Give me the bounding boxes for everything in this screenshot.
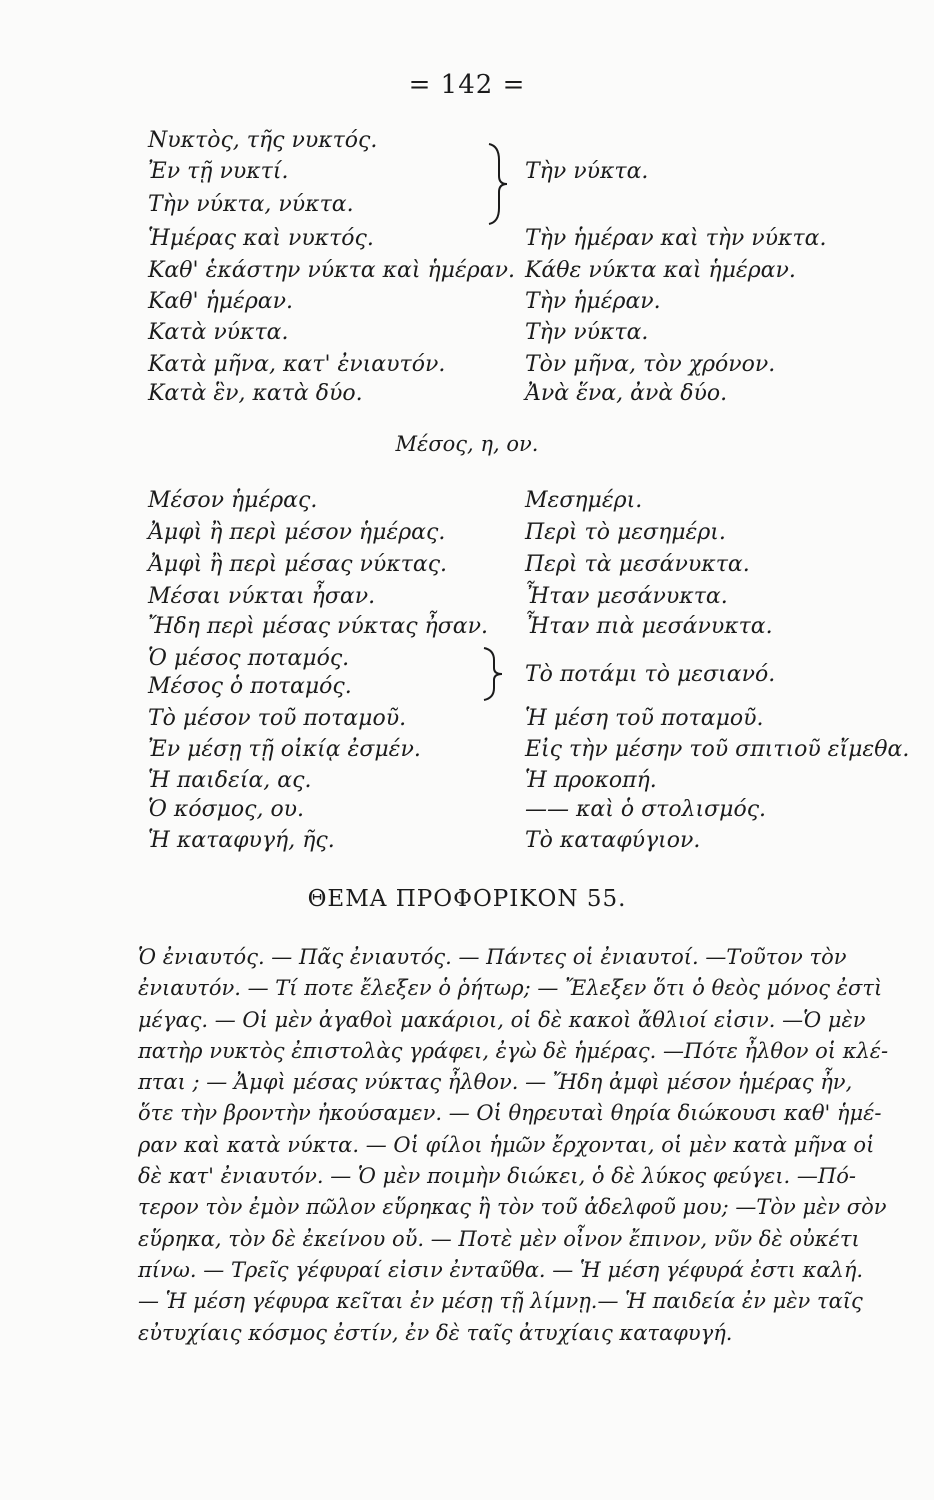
ancient-greek-term: Κατὰ μῆνα, κατ' ἐνιαυτόν. — [148, 352, 446, 377]
word-heading: Μέσος, η, ον. — [395, 432, 539, 456]
ancient-greek-term: Καθ' ἑκάστην νύκτα καὶ ἡμέραν. — [148, 258, 515, 283]
modern-greek-term: —— καὶ ὁ στολισμός. — [525, 797, 767, 822]
ancient-greek-term: Νυκτὸς, τῆς νυκτός. — [148, 128, 378, 153]
table-row — [0, 128, 934, 162]
modern-greek-term: Ἀνὰ ἕνα, ἀνὰ δύο. — [525, 381, 728, 406]
text-line: εὐτυχίαις κόσμος ἐστίν, ἐν δὲ ταῖς ἀτυχίαις καταφυγή. — [138, 1320, 733, 1345]
table-row — [0, 584, 934, 618]
modern-greek-term: Τὸν μῆνα, τὸν χρόνον. — [525, 352, 776, 377]
text-line: Ὁ ἐνιαυτός. — Πᾶς ἐνιαυτός. — Πάντες οἱ ἐνιαυτοί. —Τοῦτον τὸν — [138, 945, 847, 969]
text-line: μέγας. — Οἱ μὲν ἀγαθοὶ μακάριοι, οἱ δὲ κακοὶ ἄθλιοί εἰσιν. —Ὁ μὲν — [138, 1007, 866, 1032]
modern-greek-term: Τὸ καταφύγιον. — [525, 828, 701, 853]
text-line: ραν καὶ κατὰ νύκτα. — Οἱ φίλοι ἡμῶν ἔρχονται, οἱ μὲν κατὰ μῆνα οἱ — [138, 1132, 875, 1157]
modern-greek-term: Ἡ μέση τοῦ ποταμοῦ. — [525, 706, 764, 731]
closing-brace-icon — [480, 646, 508, 702]
modern-greek-term: Τὴν νύκτα. — [525, 320, 649, 345]
ancient-greek-term: Κατὰ νύκτα. — [148, 320, 289, 345]
table-row — [0, 159, 934, 193]
table-row — [0, 614, 934, 648]
ancient-greek-term: Μέσαι νύκται ἦσαν. — [148, 584, 376, 609]
table-row — [0, 192, 934, 226]
ancient-greek-term: Κατὰ ἓν, κατὰ δύο. — [148, 381, 363, 406]
text-line: ὅτε τὴν βροντὴν ἠκούσαμεν. — Οἱ θηρευταὶ θηρία διώκουσι καθ' ἡμέ- — [138, 1101, 882, 1126]
ancient-greek-term: Μέσον ἡμέρας. — [148, 488, 318, 513]
ancient-greek-term: Τὴν νύκτα, νύκτα. — [148, 192, 354, 217]
table-row — [0, 828, 934, 862]
text-line: τερον τὸν ἐμὸν πῶλον εὕρηκας ἢ τὸν τοῦ ἀδελφοῦ μου; —Τὸν μὲν σὸν — [138, 1195, 887, 1220]
table-row — [0, 488, 934, 522]
table-row — [0, 226, 934, 260]
ancient-greek-term: Ἡ καταφυγή, ῆς. — [148, 828, 335, 853]
ancient-greek-term: Τὸ μέσον τοῦ ποταμοῦ. — [148, 706, 407, 731]
modern-greek-term: Τὸ ποτάμι τὸ μεσιανό. — [525, 662, 776, 687]
text-line: πται ; — Ἀμφὶ μέσας νύκτας ἦλθον. — Ἤδη ἀμφὶ μέσον ἡμέρας ἦν, — [138, 1070, 853, 1095]
ancient-greek-term: Ἀμφὶ ἢ περὶ μέσον ἡμέρας. — [148, 520, 446, 545]
table-row — [0, 520, 934, 554]
text-line: εὕρηκα, τὸν δὲ ἐκείνου οὔ. — Ποτὲ μὲν οἶνον ἔπινον, νῦν δὲ οὐκέτι — [138, 1226, 860, 1251]
exercise-heading: ΘΕΜΑ ΠΡΟΦΟΡΙΚΟΝ 55. — [307, 886, 627, 912]
table-row — [0, 320, 934, 354]
modern-greek-term: Τὴν νύκτα. — [525, 159, 649, 184]
text-line: πίνω. — Τρεῖς γέφυραί εἰσιν ἐνταῦθα. — Ἡ μέση γέφυρά ἐστι καλή. — [138, 1257, 864, 1282]
table-row — [0, 797, 934, 831]
page-number: = 142 = — [408, 70, 526, 100]
ancient-greek-term: Μέσος ὁ ποταμός. — [148, 674, 352, 699]
ancient-greek-term: Ἡμέρας καὶ νυκτός. — [148, 226, 374, 251]
ancient-greek-term: Ὁ μέσος ποταμός. — [148, 646, 350, 671]
modern-greek-term: Περὶ τὸ μεσημέρι. — [525, 520, 726, 545]
table-row — [0, 737, 934, 771]
ancient-greek-term: Ἐν μέσῃ τῇ οἰκίᾳ ἐσμέν. — [148, 737, 421, 762]
modern-greek-term: Ἦταν πιὰ μεσάνυκτα. — [525, 614, 773, 639]
table-row — [0, 381, 934, 415]
ancient-greek-term: Ἐν τῇ νυκτί. — [148, 159, 289, 184]
modern-greek-term: Μεσημέρι. — [525, 488, 643, 513]
text-line: — Ἡ μέση γέφυρα κεῖται ἐν μέσῃ τῇ λίμνῃ.— Ἡ παιδεία ἐν μὲν ταῖς — [138, 1289, 863, 1314]
modern-greek-term: Τὴν ἡμέραν καὶ τὴν νύκτα. — [525, 226, 827, 251]
table-row — [0, 662, 934, 708]
table-row — [0, 258, 934, 292]
modern-greek-term: Τὴν ἡμέραν. — [525, 289, 661, 314]
modern-greek-term: Ἡ προκοπή. — [525, 768, 657, 793]
ancient-greek-term: Ὁ κόσμος, ου. — [148, 797, 305, 822]
text-line: ἐνιαυτόν. — Τί ποτε ἔλεξεν ὁ ῥήτωρ; — Ἔλεξεν ὅτι ὁ θεὸς μόνος ἐστὶ — [138, 976, 883, 1001]
modern-greek-term: Περὶ τὰ μεσάνυκτα. — [525, 552, 750, 577]
curly-brace-icon — [483, 142, 509, 226]
ancient-greek-term: Ἀμφὶ ἢ περὶ μέσας νύκτας. — [148, 552, 448, 577]
ancient-greek-term: Καθ' ἡμέραν. — [148, 289, 294, 314]
exercise-text — [138, 942, 889, 1349]
modern-greek-term: Ἦταν μεσάνυκτα. — [525, 584, 728, 609]
table-row — [0, 552, 934, 586]
modern-greek-term: Εἰς τὴν μέσην τοῦ σπιτιοῦ εἴμεθα. — [525, 737, 910, 762]
table-row — [0, 706, 934, 740]
text-line: πατὴρ νυκτὸς ἐπιστολὰς γράφει, ἐγὼ δὲ ἡμέρας. —Πότε ἦλθον οἱ κλέ- — [138, 1038, 889, 1063]
ancient-greek-term: Ἡ παιδεία, ας. — [148, 768, 312, 793]
ancient-greek-term: Ἤδη περὶ μέσας νύκτας ἦσαν. — [148, 614, 488, 639]
table-row — [0, 289, 934, 323]
modern-greek-term: Κάθε νύκτα καὶ ἡμέραν. — [525, 258, 796, 283]
text-line: δὲ κατ' ἐνιαυτόν. — Ὁ μὲν ποιμὴν διώκει, ὁ δὲ λύκος φεύγει. —Πό- — [138, 1164, 856, 1189]
